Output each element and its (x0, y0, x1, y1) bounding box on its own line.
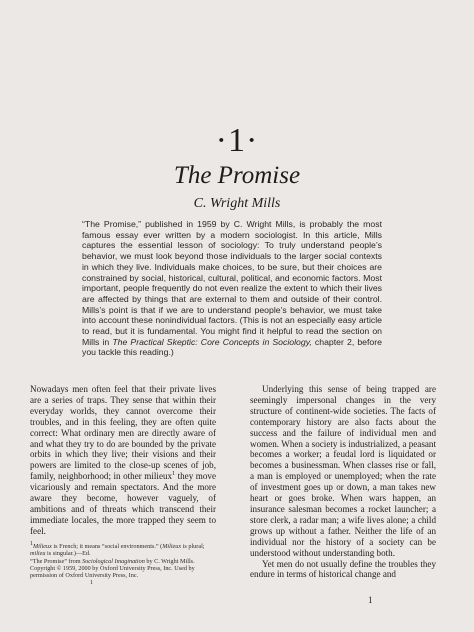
page-number: 1 (368, 595, 373, 605)
footnote-text: is singular.)—Ed. (45, 550, 91, 558)
footnote-reference: 1 (172, 471, 176, 478)
footnotes (30, 540, 216, 587)
body-paragraph: Yet men do not usually define the troubles they endure in terms of historical change and (250, 558, 436, 580)
footnote-term: Milieux (162, 543, 182, 550)
source-book-title: Sociological Imagination (82, 557, 145, 565)
paragraph-text: Nowadays men often feel that their private lives are a series of traps. They sense that within their everyday worlds, they cannot overcome their troubles, and in this feeling, they are often quite correct: What ordinary men are directly aware of and what they try to do are bounded by the private orbits in which they live; their visions and their powers are limited to the close-up scenes of job, family, neighborhood; in other milieux (30, 384, 216, 482)
footnote-mark: 1 (30, 540, 33, 547)
stray-mark: 1 (90, 579, 94, 587)
footnote-term: milieu (30, 550, 46, 558)
intro-book-title: The Practical Skeptic: Core Concepts in Sociology, (112, 336, 312, 347)
chapter-title: The Promise (173, 162, 301, 189)
body-paragraph (30, 384, 216, 537)
copyright-note (30, 558, 216, 580)
body-paragraph: Underlying this sense of being trapped are seemingly impersonal changes in the very structure of continent-wide societies. The facts of contemporary history are also facts about the success and the failure of individual men and women. When a society is industrialized, a peasant becomes a worker; a feudal lord is liquidated or becomes a businessman. When classes rise or fall, a man is employed or unemployed; when the rate of investment goes up or down, a man takes new heart or goes broke. When wars happen, an insurance salesman becomes a rocket launcher; a store clerk, a radar man; a wife lives alone; a child grows up without a father. Neither the life of an individual nor the history of a society can be understood without understanding both. (250, 384, 436, 558)
body-column-right (250, 384, 436, 580)
copyright-text: by C. Wright Mills. Copyright © 1959, 2000 by Oxford University Press, Inc. Used by permission of Oxford University Press, Inc. (30, 557, 195, 580)
footnote-text: is plural; (181, 543, 205, 550)
intro-text-end: chapter 2, before you tackle this reading.) (82, 336, 382, 358)
footnote-term: Milieux (33, 543, 52, 550)
footnote-1 (30, 540, 216, 558)
footnote-text: is French; it means “social environments.” ( (51, 543, 163, 550)
chapter-introduction (82, 219, 382, 358)
chapter-author: C. Wright Mills (193, 196, 281, 211)
copyright-text: “The Promise” from (30, 557, 83, 565)
body-column-left (30, 384, 216, 537)
paragraph-text-continued: they move vicariously and remain spectators. And the more aware they become, however vaguely, of ambitions and of threats which transcend their immediate locales, the more trapped they seem to feel. (30, 471, 216, 536)
chapter-number: ·1· (215, 122, 259, 159)
intro-text: “The Promise,” published in 1959 by C. Wright Mills, is probably the most famous essay ever written by a modern sociologist. In this article, Mills captures the essential lesson of sociology: To truly understand people’s behavior, we must look beyond those individuals to the larger social contexts in which they live. Individuals make choices, to be sure, but their choices are constrained by social, historical, cultural, political, and economic factors. Most important, people frequently do not even realize the extent to which their lives are affected by things that are external to them and outside of their control. Mills’s point is that if we are to understand people’s behavior, we must take into account these nonindividual factors. (This is not an especially easy article to read, but it is fundamental. You might find it helpful to read the section on Mills in (82, 219, 382, 347)
